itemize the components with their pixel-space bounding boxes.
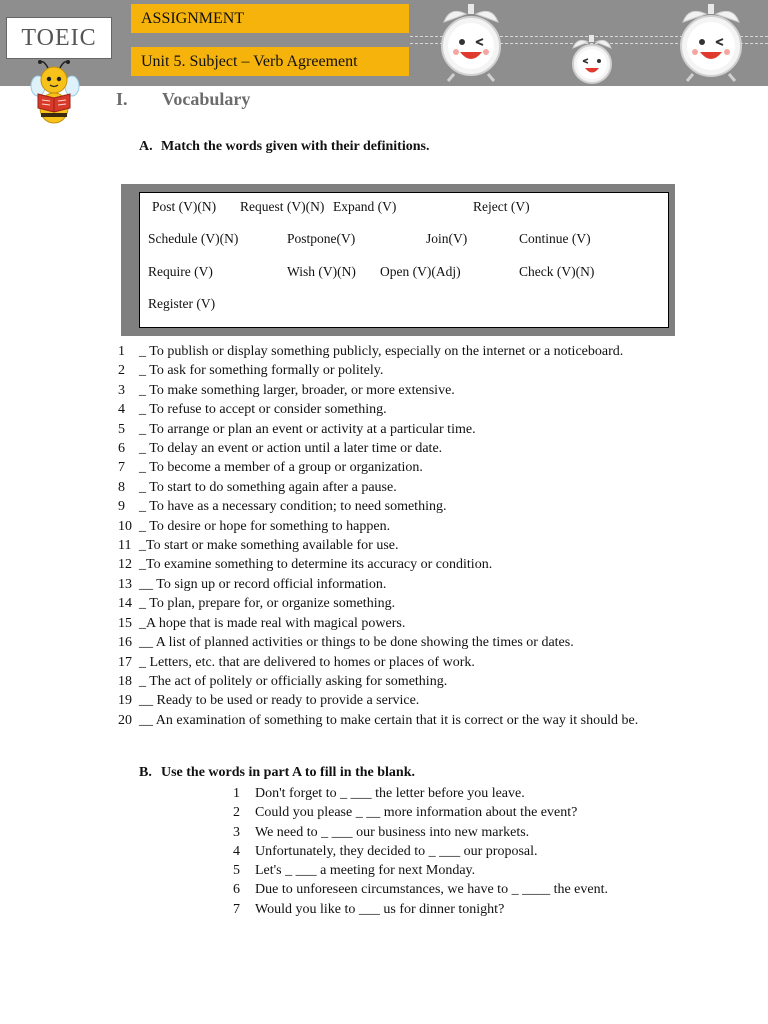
part-b-heading [139,765,415,781]
definition-item [118,711,688,730]
definition-number: 9 [118,499,125,515]
word-bank-frame [121,184,675,336]
definition-number: 6 [118,441,125,457]
definition-number: 20 [118,712,132,728]
definition-item [118,497,688,516]
definition-item [118,575,688,594]
section-title-text: Vocabulary [162,89,251,109]
definition-text: _ To ask for something formally or politely. [139,363,384,379]
section-number: I. [116,89,128,109]
sentence-item [233,823,703,842]
sentence-item [233,842,703,861]
sentence-item [233,880,703,899]
word-bank-item: Reject (V) [473,199,530,214]
definition-number: 2 [118,363,125,379]
definition-item [118,614,688,633]
definition-text: _ The act of politely or officially asking for something. [139,673,448,689]
definition-item [118,381,688,400]
sentence-number: 2 [233,805,240,821]
section-title [116,89,250,110]
definition-number: 13 [118,576,132,592]
part-a-heading-text: Match the words given with their definitions. [161,139,430,154]
word-bank-item: Post (V)(N) [152,199,217,214]
definition-number: 14 [118,596,132,612]
alarm-clock-icon [436,2,506,82]
part-a-heading [139,139,429,155]
word-bank-item: Open (V)(Adj) [380,264,461,279]
definition-text: __ A list of planned activities or things to be done showing the times or dates. [139,635,574,651]
definition-item [118,691,688,710]
word-bank-item: Check (V)(N) [519,264,595,279]
word-bank-item: Request (V)(N) [240,199,325,214]
alarm-clock-icon [675,2,747,82]
sentence-number: 3 [233,824,240,840]
word-bank-item: Register (V) [148,296,216,311]
sentence-number: 6 [233,882,240,898]
definition-item [118,458,688,477]
word-bank-item: Expand (V) [333,199,397,214]
definition-number: 3 [118,382,125,398]
sentence-text: Could you please _ __ more information about the event? [255,805,578,821]
unit-title: Unit 5. Subject – Verb Agreement [131,47,409,76]
definition-item [118,420,688,439]
word-bank-item: Wish (V)(N) [287,264,356,279]
definition-text: _To examine something to determine its accuracy or condition. [139,557,493,573]
definition-text: _To start or make something available for use. [139,538,399,554]
sentence-text: Due to unforeseen circumstances, we have to _ ____ the event. [255,882,608,898]
part-b-heading-text: Use the words in part A to fill in the blank. [161,765,415,780]
definition-text: _ To become a member of a group or organization. [139,460,423,476]
word-bank-item: Postpone(V) [287,231,356,246]
definition-item [118,517,688,536]
word-bank [139,192,669,328]
word-bank-item: Continue (V) [519,231,591,246]
definition-item [118,633,688,652]
sentence-item [233,861,703,880]
definition-item [118,478,688,497]
word-bank-item: Require (V) [148,264,213,279]
definition-number: 4 [118,402,125,418]
definition-text: _ To refuse to accept or consider something. [139,402,387,418]
part-a-letter: A. [139,139,153,154]
sentence-item [233,803,703,822]
part-b-letter: B. [139,765,152,780]
definition-number: 11 [118,538,132,554]
definition-text: _ Letters, etc. that are delivered to homes or places of work. [139,654,475,670]
toeic-logo: TOEIC [6,17,112,59]
definition-number: 19 [118,693,132,709]
word-bank-item: Join(V) [426,231,468,246]
definition-text: _ To have as a necessary condition; to need something. [139,499,447,515]
sentence-number: 5 [233,863,240,879]
definition-text: __ Ready to be used or ready to provide a service. [139,693,420,709]
definition-item [118,594,688,613]
sentence-text: Let's _ ___ a meeting for next Monday. [255,863,476,879]
definition-number: 5 [118,421,125,437]
sentence-number: 7 [233,901,240,917]
definition-item [118,400,688,419]
definition-item [118,342,688,361]
sentence-text: Unfortunately, they decided to _ ___ our proposal. [255,843,538,859]
definition-list [118,342,688,730]
sentence-text: We need to _ ___ our business into new markets. [255,824,530,840]
definition-item [118,672,688,691]
sentence-number: 1 [233,786,240,801]
fill-in-list [233,784,703,919]
definition-number: 17 [118,654,132,670]
definition-text: _ To plan, prepare for, or organize something. [139,596,396,612]
definition-number: 18 [118,673,132,689]
sentence-number: 4 [233,843,240,859]
definition-number: 12 [118,557,132,573]
definition-text: _ To start to do something again after a pause. [139,479,397,495]
definition-item [118,555,688,574]
definition-text: _A hope that is made real with magical powers. [139,615,406,631]
definition-number: 1 [118,344,125,359]
definition-item [118,439,688,458]
definition-text: __ To sign up or record official information. [139,576,387,592]
sentence-item [233,784,703,803]
sentence-text: Don't forget to _ ___ the letter before you leave. [255,786,525,801]
definition-text: _ To delay an event or action until a later time or date. [139,441,443,457]
sentence-text: Would you like to ___ us for dinner tonight? [255,901,505,917]
assignment-label: ASSIGNMENT [131,4,409,33]
definition-number: 16 [118,635,132,651]
definition-item [118,536,688,555]
definition-item [118,653,688,672]
definition-number: 8 [118,479,125,495]
definition-number: 15 [118,615,132,631]
definition-text: __ An examination of something to make certain that it is correct or the way it should be. [139,712,639,728]
definition-text: _ To publish or display something publicly, especially on the internet or a noticeboard. [139,344,624,359]
alarm-clock-icon [567,34,617,86]
definition-text: _ To make something larger, broader, or more extensive. [139,382,455,398]
definition-text: _ To desire or hope for something to happen. [139,518,391,534]
definition-text: _ To arrange or plan an event or activity at a particular time. [139,421,476,437]
bee-reading-icon [30,60,80,126]
definition-number: 10 [118,518,132,534]
word-bank-item: Schedule (V)(N) [148,231,239,246]
definition-item [118,361,688,380]
sentence-item [233,900,703,919]
definition-number: 7 [118,460,125,476]
